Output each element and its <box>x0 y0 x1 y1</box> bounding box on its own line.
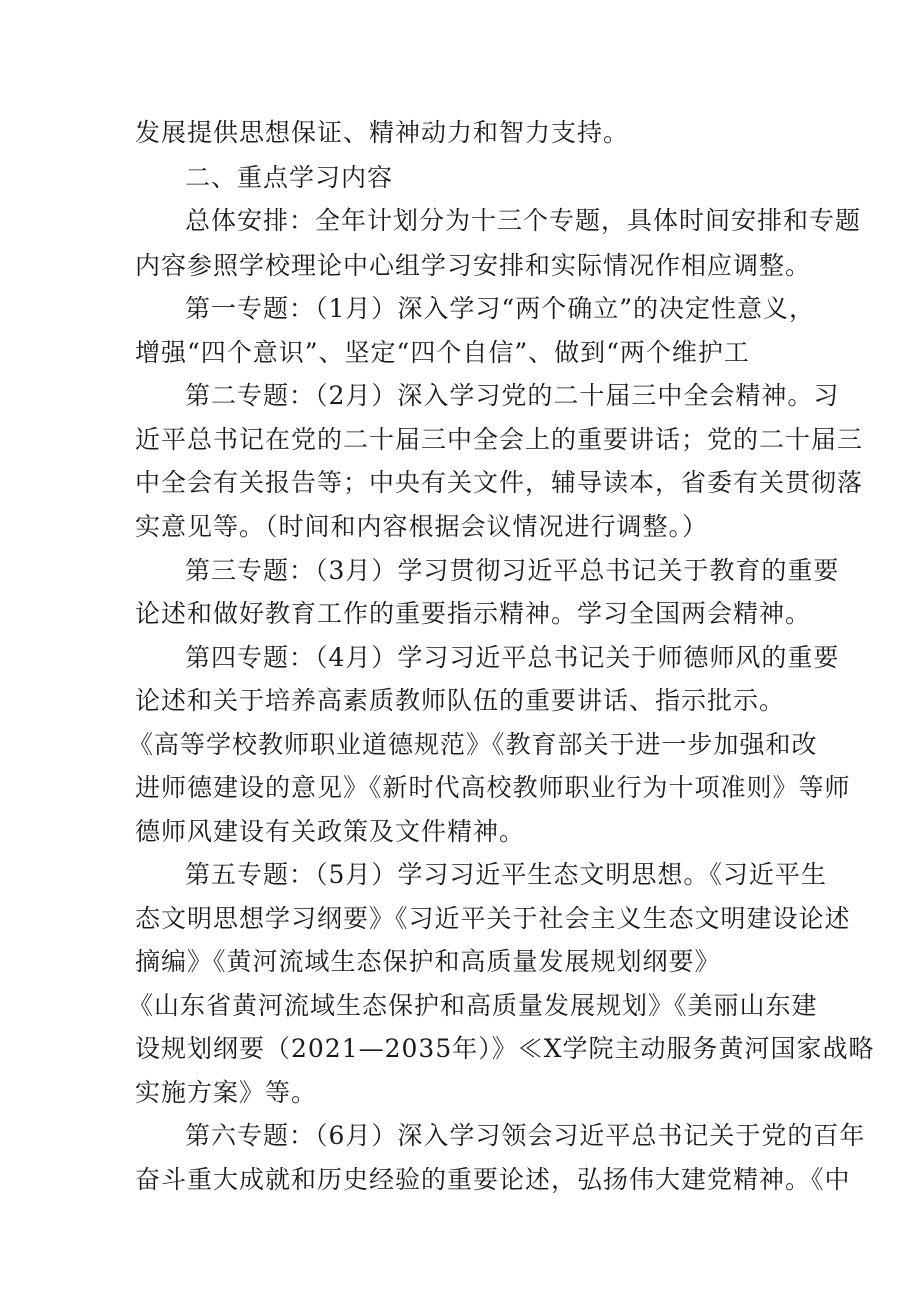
topic-4-line-4: 进师德建设的意见》《新时代高校教师职业行为十项准则》等师 <box>135 773 851 802</box>
topic-1-line-2: 增强“四个意识”、坚定“四个自信”、做到“两个维护工 <box>135 338 750 367</box>
overall-arrangement-line-1: 总体安排：全年计划分为十三个专题，具体时间安排和专题 <box>185 206 862 235</box>
topic-2-line-2: 近平总书记在党的二十届三中全会上的重要讲话；党的二十届三 <box>135 425 864 454</box>
paragraph-line-1: 发展提供思想保证、精神动力和智力支持。 <box>135 118 630 147</box>
topic-4-line-2: 论述和关于培养高素质教师队伍的重要讲话、指示批示。 <box>135 686 786 715</box>
topic-5-line-4: 《山东省黄河流域生态保护和高质量发展规划》《美丽山东建 <box>128 991 818 1020</box>
topic-5-line-2: 态文明思想学习纲要》《习近平关于社会主义生态文明建设论述 <box>135 904 851 933</box>
topic-2-line-3: 中全会有关报告等；中央有关文件，辅导读本，省委有关贯彻落 <box>135 468 864 497</box>
topic-5-line-3: 摘编》《黄河流域生态保护和高质量发展规划纲要》 <box>135 947 721 976</box>
topic-1-line-1: 第一专题：（1月）深入学习“两个确立”的决定性意义， <box>185 294 815 323</box>
topic-4-line-1: 第四专题：（4月）学习习近平总书记关于师德师风的重要 <box>185 643 840 672</box>
topic-6-line-2: 奋斗重大成就和历史经验的重要论述，弘扬伟大建党精神。《中 <box>135 1165 851 1194</box>
topic-5-line-5: 设规划纲要（2021—2035年）》≪X学院主动服务黄河国家战略 <box>135 1034 875 1063</box>
topic-2-line-1: 第二专题：（2月）深入学习党的二十届三中全会精神。习 <box>185 381 840 410</box>
topic-4-line-5: 德师风建设有关政策及文件精神。 <box>135 817 526 846</box>
topic-5-line-6: 实施方案》等。 <box>135 1078 318 1107</box>
overall-arrangement-line-2: 内容参照学校理论中心组学习安排和实际情况作相应调整。 <box>135 251 812 280</box>
topic-5-line-1: 第五专题：（5月）学习习近平生态文明思想。《习近平生 <box>185 860 827 889</box>
topic-3-line-2: 论述和做好教育工作的重要指示精神。学习全国两会精神。 <box>135 599 812 628</box>
topic-4-line-3: 《高等学校教师职业道德规范》《教育部关于进一步加强和改 <box>128 730 818 759</box>
topic-2-line-4: 实意见等。（时间和内容根据会议情况进行调整。） <box>135 512 709 541</box>
topic-6-line-1: 第六专题：（6月）深入学习领会习近平总书记关于党的百年 <box>185 1121 866 1150</box>
topic-3-line-1: 第三专题：（3月）学习贯彻习近平总书记关于教育的重要 <box>185 556 840 585</box>
section-heading-key-content: 二、重点学习内容 <box>185 163 394 192</box>
